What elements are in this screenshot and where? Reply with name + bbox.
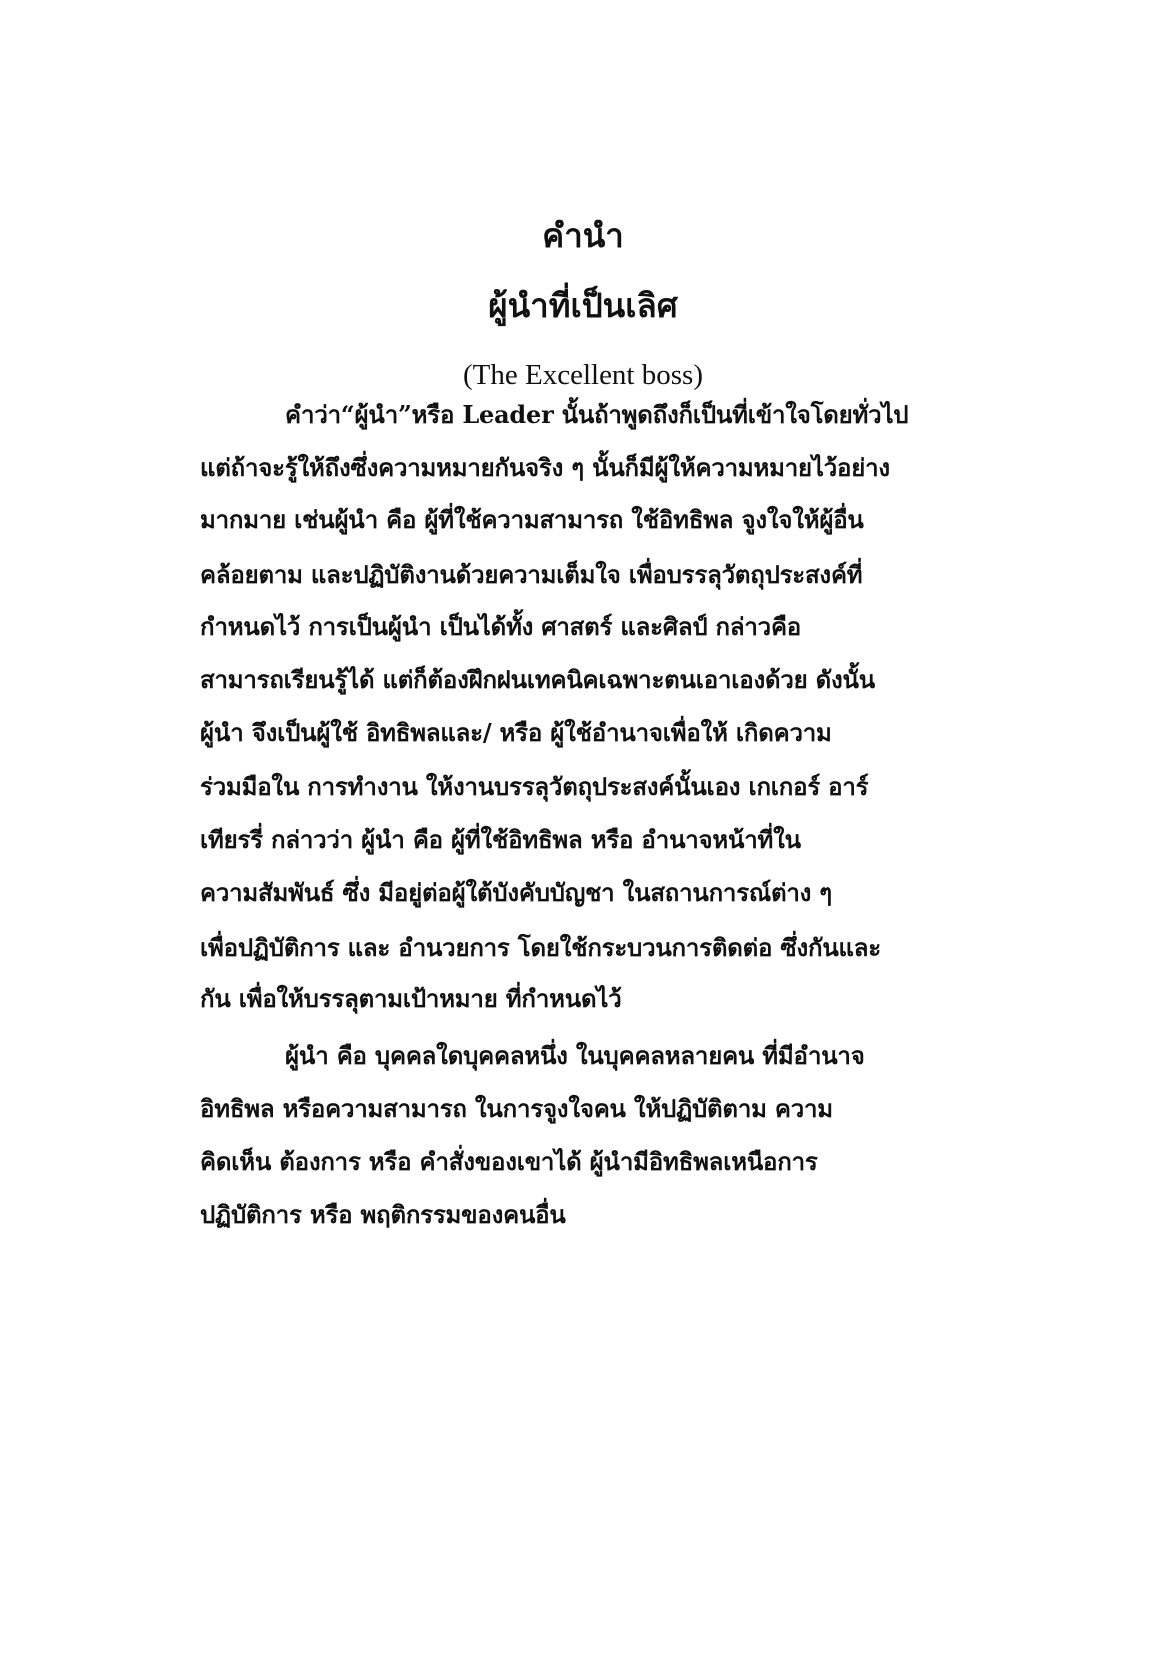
paragraph-line: ปฏิบัติการ หรือ พฤติกรรมของคนอื่น [200,1200,566,1229]
paragraph-line: ร่วมมือใน การทำงาน ให้งานบรรลุวัตถุประสงค์นั้นเอง เกเกอร์ อาร์ [200,772,869,801]
paragraph-line: แต่ถ้าจะรู้ให้ถึงซึ่งความหมายกันจริง ๆ นั้นก็มีผู้ให้ความหมายไว้อย่าง [200,453,890,482]
paragraph-line: สามารถเรียนรู้ได้ แต่ก็ต้องฝึกฝนเทคนิคเฉพาะตนเอาเองด้วย ดังนั้น [200,665,875,694]
page-heading: คำนำ [542,216,624,255]
paragraph-line: มากมาย เช่นผู้นำ คือ ผู้ที่ใช้ความสามารถ ใช้อิทธิพล จูงใจให้ผู้อื่น [200,505,864,534]
paragraph-line: เพื่อปฏิบัติการ และ อำนวยการ โดยใช้กระบวนการติดต่อ ซึ่งกันและ [200,933,881,962]
paragraph-line: ผู้นำ คือ บุคคลใดบุคคลหนึ่ง ในบุคคลหลายคน ที่มีอำนาจ [285,1041,865,1070]
paragraph-line: กำหนดไว้ การเป็นผู้นำ เป็นได้ทั้ง ศาสตร์ และศิลป์ กล่าวคือ [200,612,802,641]
paragraph-line: กัน เพื่อให้บรรลุตามเป้าหมาย ที่กำหนดไว้ [200,984,622,1013]
paragraph-line: คิดเห็น ต้องการ หรือ คำสั่งของเขาได้ ผู้นำมีอิทธิพลเหนือการ [200,1147,818,1176]
page-subtitle: (The Excellent boss) [463,359,703,391]
paragraph-line: ความสัมพันธ์ ซึ่ง มีอยู่ต่อผู้ใต้บังคับบัญชา ในสถานการณ์ต่าง ๆ [200,878,832,907]
paragraph-line: คล้อยตาม และปฏิบัติงานด้วยความเต็มใจ เพื่อบรรลุวัตถุประสงค์ที่ [200,560,863,589]
page-title: ผู้นำที่เป็นเลิศ [488,286,678,325]
paragraph-line: ผู้นำ จึงเป็นผู้ใช้ อิทธิพลและ/ หรือ ผู้ใช้อำนาจเพื่อให้ เกิดความ [200,718,832,747]
paragraph-line: อิทธิพล หรือความสามารถ ในการจูงใจคน ให้ปฏิบัติตาม ความ [200,1094,833,1123]
paragraph-line: เทียรรี่ กล่าวว่า ผู้นำ คือ ผู้ที่ใช้อิทธิพล หรือ อำนาจหน้าที่ใน [200,825,801,854]
paragraph-line: คำว่า“ผู้นำ”หรือ Leader นั้นถ้าพูดถึงก็เป็นที่เข้าใจโดยทั่วไป [285,400,909,429]
